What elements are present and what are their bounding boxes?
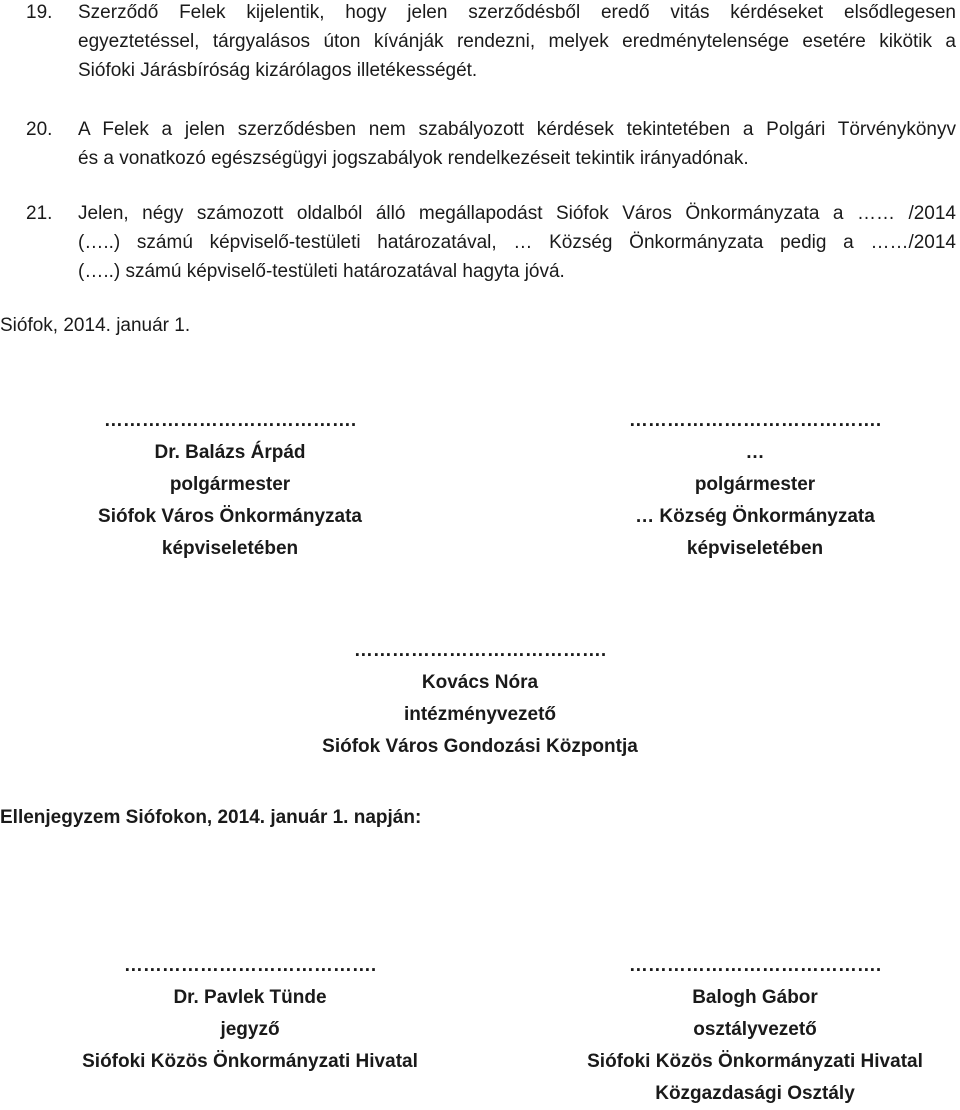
clause-line: Siófoki Járásbíróság kizárólagos illetékességét. (78, 60, 478, 81)
clause-line: Jelen, négy számozott oldalból álló megállapodást Siófok Város Önkormányzata a …… /2014 (78, 203, 956, 224)
signatory-org: Siófoki Közös Önkormányzati Hivatal (82, 1051, 418, 1072)
clause-line: (…..) számú képviselő-testületi határozatával, … Község Önkormányzata pedig a ……/2014 (78, 232, 956, 253)
signatory-role: polgármester (169, 474, 291, 495)
signature-block-notary (40, 950, 460, 1078)
clause-number: 19. (26, 2, 53, 23)
signatory-name: Balogh Gábor (692, 987, 818, 1008)
clause-number: 20. (26, 119, 53, 140)
signatory-role: osztályvezető (693, 1019, 817, 1040)
clause-text (78, 115, 956, 173)
clause-text (78, 199, 956, 286)
signatory-extra: képviseletében (686, 538, 824, 559)
signatory-name: Dr. Pavlek Tünde (173, 987, 327, 1008)
signatory-name: Kovács Nóra (421, 672, 539, 693)
signatory-org: Siófoki Közös Önkormányzati Hivatal (587, 1051, 923, 1072)
signature-block-department-head (560, 950, 950, 1110)
clause-line: egyeztetéssel, tárgyalásos úton kívánják rendezni, melyek eredménytelensége esetére kikötik a (78, 31, 956, 52)
countersign-statement: Ellenjegyzem Siófokon, 2014. január 1. napján: (0, 807, 422, 828)
signatory-role: jegyző (220, 1019, 280, 1040)
clause-line: A Felek a jelen szerződésben nem szabályozott kérdések tekintetében a Polgári Törvénykönyv (78, 119, 956, 140)
signature-line: …………………………………. (103, 410, 357, 431)
clause-line: Szerződő Felek kijelentik, hogy jelen szerződésből eredő vitás kérdéseket elsődlegesen (78, 2, 956, 23)
signatory-name: … (745, 442, 765, 463)
signatory-extra: képviseletében (161, 538, 299, 559)
signatory-org: … Község Önkormányzata (635, 506, 875, 527)
clause-line: és a vonatkozó egészségügyi jogszabályok rendelkezéseit tekintik irányadónak. (78, 148, 749, 169)
clause-text (78, 0, 956, 85)
clause-20 (26, 115, 956, 173)
signature-line: …………………………………. (123, 955, 377, 976)
signature-block-director (280, 635, 680, 763)
clause-number: 21. (26, 203, 53, 224)
clause-19 (26, 0, 956, 85)
clause-21 (26, 199, 956, 286)
signatory-extra: Közgazdasági Osztály (655, 1083, 855, 1104)
clause-line: (…..) számú képviselő-testületi határozatával hagyta jóvá. (78, 261, 565, 282)
signatory-org: Siófok Város Önkormányzata (98, 506, 362, 527)
signatory-role: polgármester (694, 474, 816, 495)
signature-line: …………………………………. (628, 955, 882, 976)
signature-line: …………………………………. (628, 410, 882, 431)
signatory-org: Siófok Város Gondozási Központja (322, 736, 638, 757)
place-date: Siófok, 2014. január 1. (0, 315, 191, 336)
signatory-name: Dr. Balázs Árpád (154, 442, 306, 463)
signature-line: …………………………………. (353, 640, 607, 661)
signatory-role: intézményvezető (403, 704, 557, 725)
signature-block-mayor-siofok (40, 405, 420, 565)
signature-block-mayor-village (560, 405, 950, 565)
